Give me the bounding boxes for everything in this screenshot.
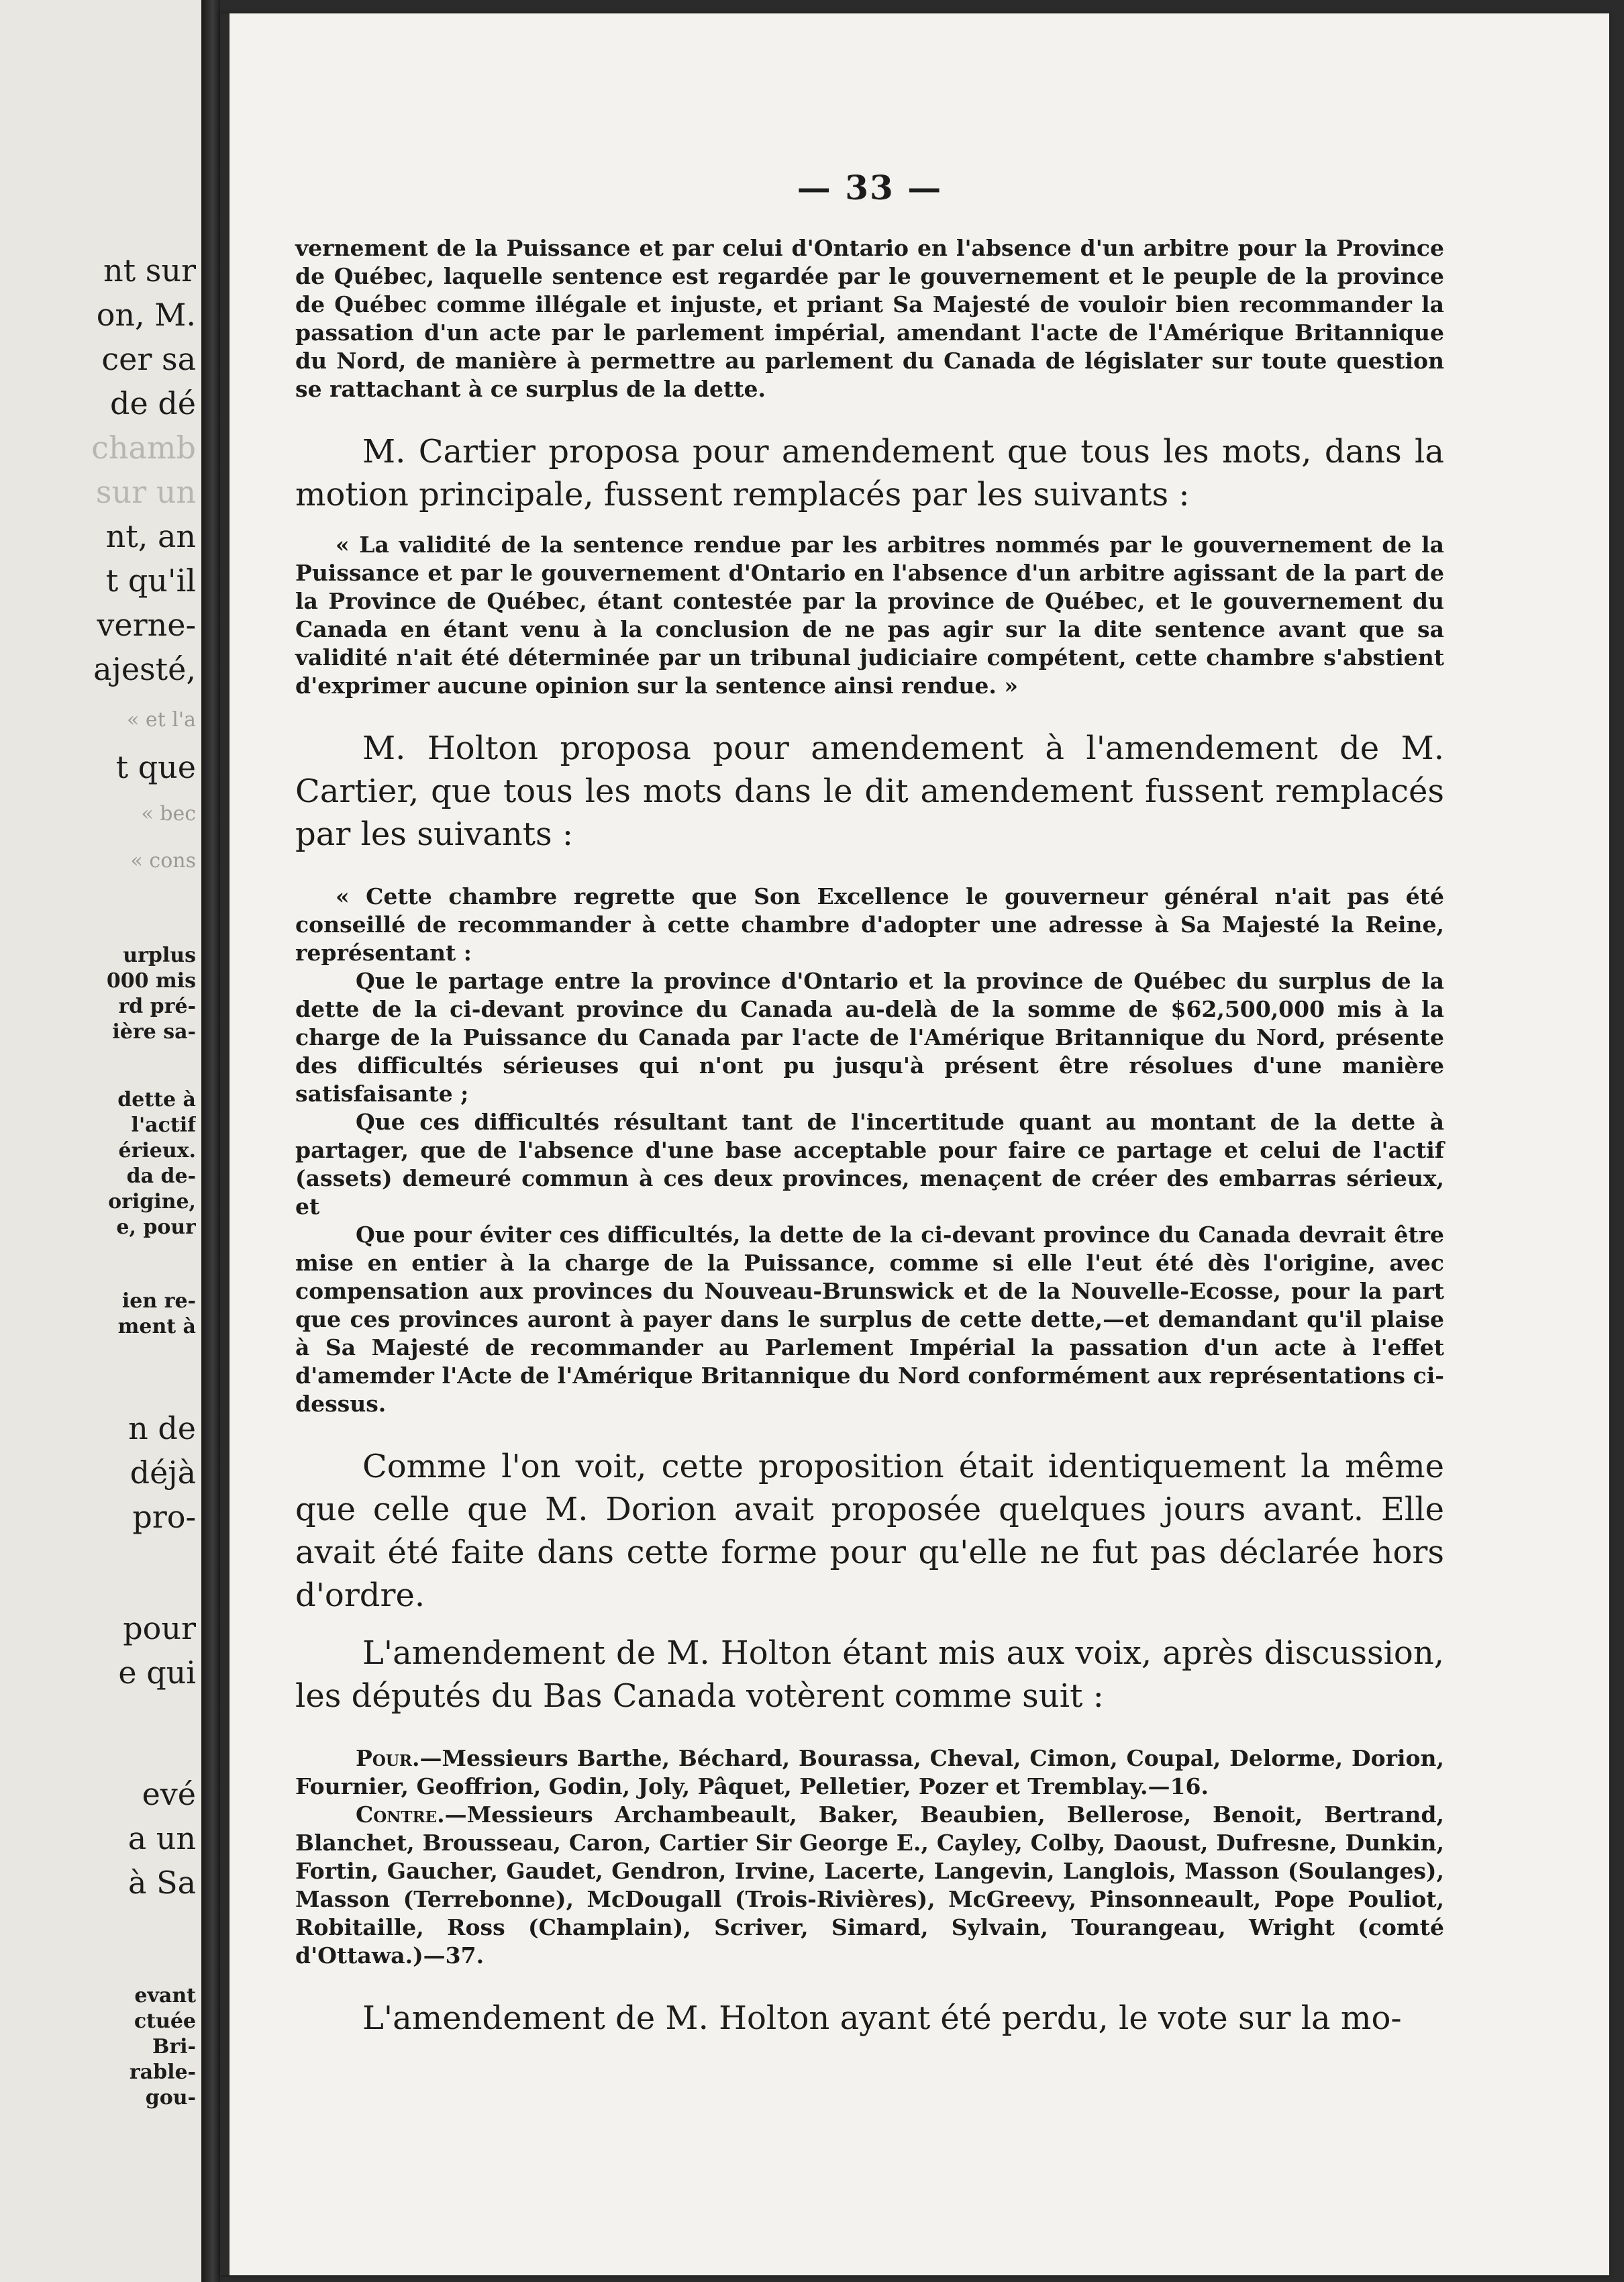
left-fragment: evé: [142, 1776, 196, 1812]
left-fragment: « bec: [141, 802, 196, 826]
pour-label: Pour.: [356, 1745, 420, 1771]
left-fragment: 000 mis: [106, 969, 196, 993]
left-fragment: déjà: [130, 1454, 196, 1491]
left-fragment: n de: [128, 1410, 196, 1446]
holton-quote-clause: Que ces difficultés résultant tant de l'incertitude quant au montant de la dette à partager, que de l'absence d'une base acceptable pour faire ce partage et celui de l'actif (assets) demeuré commun à ces deux provinces, menaçent de créer des embarras sérieux, et: [295, 1109, 1444, 1220]
pour-list: —Messieurs Barthe, Béchard, Bourassa, Cheval, Cimon, Coupal, Delorme, Dorion, Fournier, Geoffrion, Godin, Joly, Pâquet, Pelletier, Pozer et Tremblay.—16.: [295, 1745, 1444, 1799]
left-fragment: cer sa: [101, 341, 196, 377]
holton-quote-clause: Que le partage entre la province d'Ontario et la province de Québec du surplus de la dette de la ci-devant province du Canada au-delà de la somme de $62,500,000 mis à la charge de la Puissance du Canada par l'acte de l'Amérique Britannique du Nord, présente des difficultés sérieuses qui n'ont pu jusqu'à présent être résolues d'une manière satisfaisante ;: [295, 968, 1444, 1107]
left-fragment: e qui: [118, 1654, 196, 1691]
left-fragment: t que: [115, 749, 196, 785]
left-fragment: on, M.: [96, 297, 196, 333]
book-gutter: [201, 0, 220, 2282]
left-fragment: ien re-: [121, 1289, 196, 1313]
cartier-quote: « La validité de la sentence rendue par les arbitres nommés par le gouvernement de la Puissance et par le gouvernement d'Ontario en l'absence d'un arbitre agissant de la part de la Province de Québec, étant contestée par la province de Québec, et le gouvernement du Canada en étant venu à la conclusion de ne pas agir sur la dite sentence avant que sa validité n'ait été déterminée par un tribunal judiciaire compétent, cette chambre s'abstient d'exprimer aucune opinion sur la sentence ainsi rendue. »: [295, 532, 1444, 699]
left-fragment: rd pré-: [118, 995, 196, 1018]
left-fragment: ière sa-: [112, 1020, 196, 1044]
left-fragment: ctuée: [134, 2010, 196, 2033]
left-fragment: origine,: [108, 1190, 196, 1213]
left-facing-page: [0, 0, 201, 2282]
left-fragment: da de-: [126, 1164, 196, 1188]
left-fragment: urplus: [123, 944, 196, 967]
left-fragment: nt sur: [103, 252, 196, 289]
contre-label: Contre.: [356, 1801, 445, 1828]
left-fragment: érieux.: [118, 1139, 196, 1162]
left-fragment: rable-: [129, 2061, 196, 2084]
left-fragment: gou-: [145, 2086, 196, 2110]
contre-list: —Messieurs Archambeault, Baker, Beaubien, Bellerose, Benoit, Bertrand, Blanchet, Brousseau, Caron, Cartier Sir George E., Cayley, Colby, Daoust, Dufresne, Dunkin, Fortin, Gaucher, Gaudet, Gendron, Irvine, Lacerte, Langevin, Langlois, Masson (Soulanges), Masson (Terrebonne), McDougall (Trois-Rivières), McGreevy, Pinsonneault, Pope Pouliot, Robitaille, Ross (Champlain), Scriver, Simard, Sylvain, Tourangeau, Wright (comté d'Ottawa.)—37.: [295, 1801, 1444, 1969]
left-fragment: Bri-: [152, 2035, 196, 2058]
left-fragment: à Sa: [128, 1865, 196, 1901]
left-fragment: l'actif: [131, 1113, 196, 1137]
final-paragraph: L'amendement de M. Holton ayant été perdu, le vote sur la mo-: [362, 1999, 1402, 2037]
left-fragment: « et l'a: [127, 708, 196, 732]
left-fragment: sur un: [95, 474, 196, 510]
holton-quote-clause: Que pour éviter ces difficultés, la dette de la ci-devant province du Canada devrait être mise en entier à la charge de la Puissance, comme si elle l'eut été dès l'origine, avec compensation aux provinces du Nouveau-Brunswick et de la Nouvelle-Ecosse, pour la part que ces provinces auront à payer dans le surplus de cette dette,—et demandant qu'il plaise à Sa Majesté de recommander au Parlement Impérial la passation d'un acte à l'effet d'amemder l'Acte de l'Amérique Britannique du Nord conformément aux représentations ci-dessus.: [295, 1222, 1444, 1417]
left-fragment: de dé: [110, 385, 196, 421]
left-fragment: nt, an: [105, 518, 196, 554]
page-number: — 33 —: [797, 168, 943, 207]
holton-paragraph: M. Holton proposa pour amendement à l'amendement de M. Cartier, que tous les mots dans le dit amendement fussent remplacés par les suivants :: [295, 730, 1444, 853]
left-fragment: t qu'il: [105, 562, 196, 599]
document-page: [220, 13, 1609, 2275]
left-fragment: dette à: [117, 1088, 196, 1111]
left-fragment: pro-: [132, 1499, 196, 1535]
left-fragment: ajesté,: [93, 651, 196, 687]
page-content: [295, 168, 1444, 2040]
left-fragment: ment à: [117, 1315, 196, 1338]
comme-paragraph: Comme l'on voit, cette proposition était identiquement la même que celle que M. Dorion avait proposée quelques jours avant. Elle avait été faite dans cette forme pour qu'elle ne fut pas déclarée hors d'ordre.: [295, 1448, 1444, 1614]
left-fragment: verne-: [97, 607, 196, 643]
vote-paragraph: L'amendement de M. Holton étant mis aux voix, après discussion, les députés du Bas Canada votèrent comme suit :: [295, 1634, 1444, 1715]
left-fragment: pour: [123, 1610, 196, 1646]
left-fragment: chamb: [91, 430, 196, 466]
vote-pour: [295, 1744, 1444, 1801]
left-fragment: evant: [134, 1984, 196, 2007]
holton-quote-intro: « Cette chambre regrette que Son Excellence le gouverneur général n'ait pas été conseillé de recommander à cette chambre d'adopter une adresse à Sa Majesté la Reine, représentant :: [295, 883, 1444, 966]
intro-paragraph: vernement de la Puissance et par celui d'Ontario en l'absence d'un arbitre pour la Province de Québec, laquelle sentence est regardée par le gouvernement et le peuple de la province de Québec comme illégale et injuste, et priant Sa Majesté de vouloir bien recommander la passation d'un acte par le parlement impérial, amendant l'acte de l'Amérique Britannique du Nord, de manière à permettre au parlement du Canada de législater sur toute question se rattachant à ce surplus de la dette.: [295, 235, 1444, 402]
left-fragment: « cons: [130, 849, 196, 873]
vote-contre: [295, 1801, 1444, 1970]
left-fragment: e, pour: [116, 1216, 196, 1239]
left-fragment: a un: [128, 1820, 196, 1856]
cartier-paragraph: M. Cartier proposa pour amendement que tous les mots, dans la motion principale, fussent remplacés par les suivants :: [295, 433, 1444, 513]
